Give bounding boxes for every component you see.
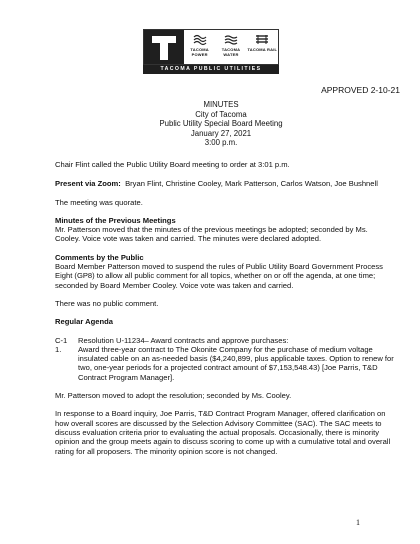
rail-icon (254, 33, 270, 47)
document-heading (0, 100, 420, 148)
logo-emblem (143, 29, 279, 65)
agenda-subitem-1-text: Award three-year contract to The Okonite Company for the purchase of medium voltage insulated cable on an as-needed basis ($4,240,899, plus applicable taxes. Option to renew for two, one-year periods for a projected contract amount of $7,153,548.43) [Joe Parris, T&D Contract Program Manager]. (78, 344, 394, 382)
heading-meeting-name: Public Utility Special Board Meeting (159, 119, 283, 128)
minutes-body (55, 160, 395, 456)
heading-city: City of Tacoma (195, 109, 247, 119)
motion-statement: Mr. Patterson moved to adopt the resolution; seconded by Ms. Cooley. (55, 391, 292, 401)
agenda-item-c1-text: Resolution U-11234– Award contracts and approve purchases: (78, 335, 289, 345)
agenda-item-c1-number: C-1 (55, 335, 68, 345)
public-comments-text: Board Member Patterson moved to suspend the rules of Public Utility Board Government Process Eight (GP8) to allow all public comment for all topics, whether on or off the agenda, at one time; seconded by Board Member Cooley. Voice vote was taken and carried. (55, 262, 383, 290)
previous-minutes-title: Minutes of the Previous Meetings (55, 215, 176, 225)
present-names: Bryan Flint, Christine Cooley, Mark Patterson, Carlos Watson, Joe Bushnell (125, 179, 378, 189)
water-icon (223, 33, 239, 47)
no-public-comment: There was no public comment. (55, 298, 159, 308)
heading-date: January 27, 2021 (190, 128, 252, 138)
board-inquiry-paragraph: In response to a Board inquiry, Joe Parris, T&D Contract Program Manager, offered clarification on how overall scores are discussed by the Selection Advisory Committee (SAC). The SAC meets to discuss evaluation criteria prior to evaluating the actual proposals. Occasionally, there is minority opinion and the group meets again to discuss scoring to come up with a cumulative total and overall rating for all proposers. The minority opinion score is not changed. (55, 409, 391, 456)
heading-time: 3:00 p.m. (204, 138, 238, 147)
previous-minutes-text: Mr. Patterson moved that the minutes of the previous meetings be adopted; seconded by Ms. Cooley. Voice vote was taken and carried. The minutes were declared adopted. (55, 225, 368, 244)
public-comments-title: Comments by the Public (55, 252, 144, 262)
present-label: Present via Zoom: (55, 179, 121, 189)
page-number: 1 (356, 518, 360, 527)
agenda-subitem-1 (55, 345, 395, 382)
regular-agenda-title: Regular Agenda (55, 317, 113, 327)
heading-minutes: MINUTES (203, 100, 239, 109)
call-to-order: Chair Flint called the Public Utility Board meeting to order at 3:01 p.m. (55, 160, 290, 169)
logo-wordmark: TACOMA PUBLIC UTILITIES (143, 65, 279, 74)
present-paragraph (55, 179, 395, 188)
tacoma-public-utilities-logo (143, 29, 279, 74)
logo-unit-water: TACOMA WATER (215, 30, 246, 64)
logo-t-mark (144, 30, 184, 64)
agenda-subitem-1-number: 1. (55, 344, 62, 354)
approved-stamp: APPROVED 2-10-21 (321, 85, 400, 95)
agenda-item-c1 (55, 336, 395, 345)
logo-unit-power: TACOMA POWER (184, 30, 215, 64)
quorum-statement: The meeting was quorate. (55, 197, 143, 207)
power-icon (192, 33, 208, 47)
logo-unit-rail: TACOMA RAIL (247, 30, 278, 64)
